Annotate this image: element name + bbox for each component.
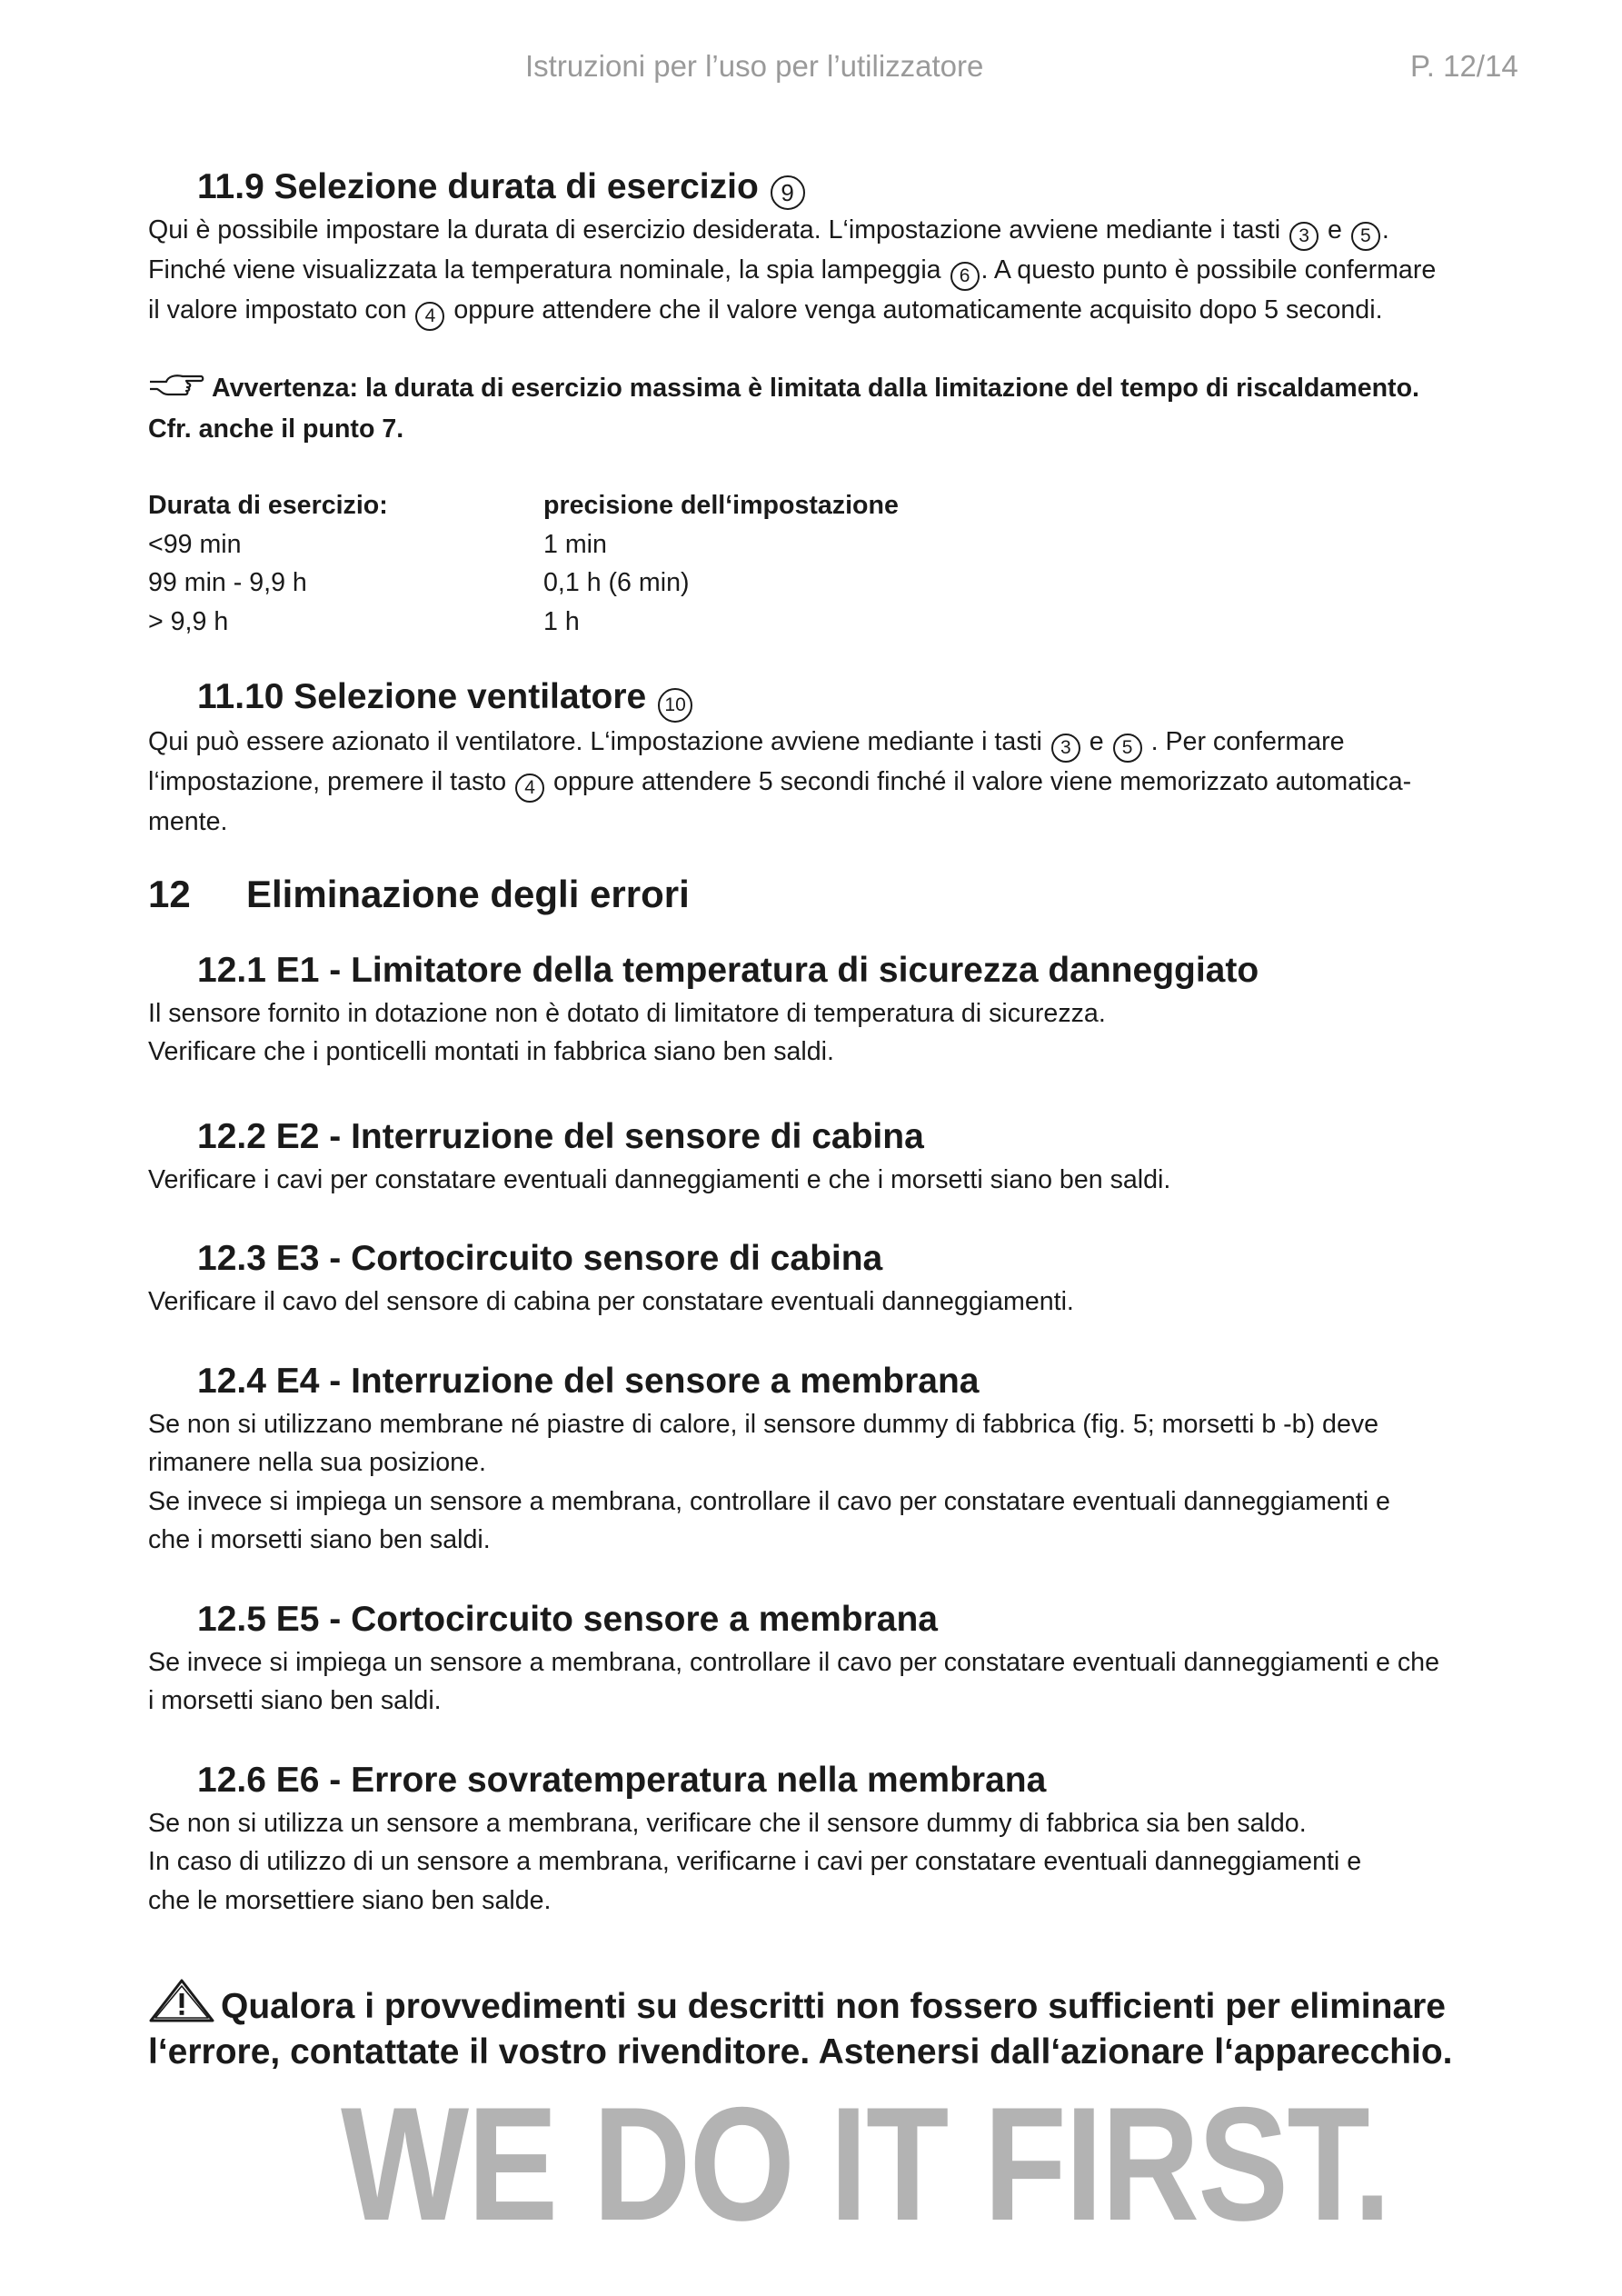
paragraph-line: che i morsetti siano ben saldi. <box>148 1525 491 1554</box>
text-span: . A questo punto è possibile confermare <box>980 255 1437 285</box>
paragraph-line: mente. <box>148 807 228 836</box>
page-number: P. 12/14 <box>1410 49 1518 83</box>
paragraph-line: Se non si utilizza un sensore a membrana, verificare che il sensore dummy di fabbrica sia ben saldo. <box>148 1808 1307 1838</box>
warning-text-2: l‘errore, contattate il vostro rivenditore. Astenersi dall‘azionare l‘apparecchio. <box>148 2032 1453 2071</box>
text-span: e <box>1327 215 1342 245</box>
section-12-2-heading: 12.2 E2 - Interruzione del sensore di cabina <box>197 1116 924 1156</box>
note-block <box>148 369 1529 448</box>
section-12-1-heading: 12.1 E1 - Limitatore della temperatura di sicurezza danneggiato <box>197 950 1259 990</box>
text-span: e <box>1089 727 1104 756</box>
chapter-title: Eliminazione degli errori <box>246 872 690 915</box>
section-11-10-title: 11.10 Selezione ventilatore <box>197 677 647 716</box>
text-span: Finché viene visualizzata la temperatura nominale, la spia lampeggia <box>148 255 941 285</box>
circled-number-4: 4 <box>515 774 544 803</box>
section-12-5-heading: 12.5 E5 - Cortocircuito sensore a membrana <box>197 1599 938 1639</box>
warning-triangle-icon <box>148 1978 215 2032</box>
section-11-9-heading <box>197 164 1529 211</box>
text-span: oppure attendere che il valore venga automaticamente acquisito dopo 5 secondi. <box>453 295 1383 324</box>
paragraph-line: Verificare che i ponticelli montati in fabbrica siano ben saldi. <box>148 1037 834 1066</box>
warning-block <box>148 1978 1529 2072</box>
paragraph-line: i morsetti siano ben saldi. <box>148 1686 442 1715</box>
text-span: oppure attendere 5 secondi finché il valore viene memorizzato automatica- <box>553 767 1412 796</box>
paragraph-line <box>148 763 1529 803</box>
circled-number-10: 10 <box>658 688 692 723</box>
warning-text-1: Qualora i provvedimenti su descritti non fossero sufficienti per eliminare <box>221 1987 1446 2026</box>
section-12-3-heading: 12.3 E3 - Cortocircuito sensore di cabina <box>197 1239 883 1278</box>
text-span: il valore impostato con <box>148 295 407 324</box>
paragraph-line <box>148 211 1529 251</box>
circled-number-5: 5 <box>1113 734 1142 763</box>
section-12-6-heading: 12.6 E6 - Errore sovratemperatura nella membrana <box>197 1760 1047 1800</box>
circled-number-3: 3 <box>1051 734 1080 763</box>
page-header-title: Istruzioni per l’uso per l’utilizzatore <box>525 49 984 83</box>
table-header-duration: Durata di esercizio: <box>148 491 388 520</box>
paragraph-line: Verificare i cavi per constatare eventuali danneggiamenti e che i morsetti siano ben saldi. <box>148 1164 1171 1194</box>
paragraph-line: che le morsettiere siano ben salde. <box>148 1885 552 1915</box>
paragraph-line <box>148 723 1529 763</box>
table-cell: > 9,9 h <box>148 606 229 636</box>
paragraph-line: Se invece si impiega un sensore a membrana, controllare il cavo per constatare eventuali danneggiamenti e che <box>148 1647 1439 1677</box>
paragraph-line <box>148 251 1529 291</box>
section-12-4-heading: 12.4 E4 - Interruzione del sensore a membrana <box>197 1361 980 1401</box>
brand-slogan: WE DO IT FIRST. <box>341 2073 1390 2254</box>
note-text-2: Cfr. anche il punto 7. <box>148 414 404 444</box>
chapter-12-heading <box>148 869 1529 920</box>
circled-number-4: 4 <box>415 302 444 331</box>
section-11-9-title: 11.9 Selezione durata di esercizio <box>197 167 759 206</box>
text-span: . <box>1381 215 1389 245</box>
table-cell: 1 h <box>543 606 580 636</box>
table-cell: 99 min - 9,9 h <box>148 568 307 597</box>
table-cell: 1 min <box>543 529 607 559</box>
table-cell: 0,1 h (6 min) <box>543 568 690 597</box>
paragraph-line: Verificare il cavo del sensore di cabina per constatare eventuali danneggiamenti. <box>148 1287 1074 1316</box>
paragraph-line: In caso di utilizzo di un sensore a membrana, verificarne i cavi per constatare eventuali danneggiamenti e <box>148 1847 1362 1876</box>
paragraph-line <box>148 291 1529 331</box>
paragraph-line: Se non si utilizzano membrane né piastre di calore, il sensore dummy di fabbrica (fig. 5; morsetti b -b) deve <box>148 1409 1379 1439</box>
circled-number-9: 9 <box>771 175 805 210</box>
circled-number-3: 3 <box>1289 222 1318 251</box>
circled-number-5: 5 <box>1351 222 1380 251</box>
text-span: . Per confermare <box>1150 727 1345 756</box>
text-span: l‘impostazione, premere il tasto <box>148 767 507 796</box>
table-header-precision: precisione dell‘impostazione <box>543 491 899 520</box>
section-11-10-heading <box>197 674 1529 723</box>
paragraph-line: rimanere nella sua posizione. <box>148 1448 486 1477</box>
chapter-number: 12 <box>148 872 191 915</box>
paragraph-line: Se invece si impiega un sensore a membrana, controllare il cavo per constatare eventuali danneggiamenti e <box>148 1486 1390 1516</box>
text-span: Qui può essere azionato il ventilatore. L‘impostazione avviene mediante i tasti <box>148 727 1042 756</box>
note-text-1: Avvertenza: la durata di esercizio massima è limitata dalla limitazione del tempo di riscaldamento. <box>212 374 1419 403</box>
duration-precision-table <box>148 486 1529 641</box>
table-cell: <99 min <box>148 529 242 559</box>
document-body <box>148 164 1529 2072</box>
text-span: Qui è possibile impostare la durata di esercizio desiderata. L‘impostazione avviene mediante i tasti <box>148 215 1281 245</box>
pointing-hand-icon <box>148 371 204 410</box>
paragraph-line: Il sensore fornito in dotazione non è dotato di limitatore di temperatura di sicurezza. <box>148 998 1106 1028</box>
circled-number-6: 6 <box>950 262 980 291</box>
